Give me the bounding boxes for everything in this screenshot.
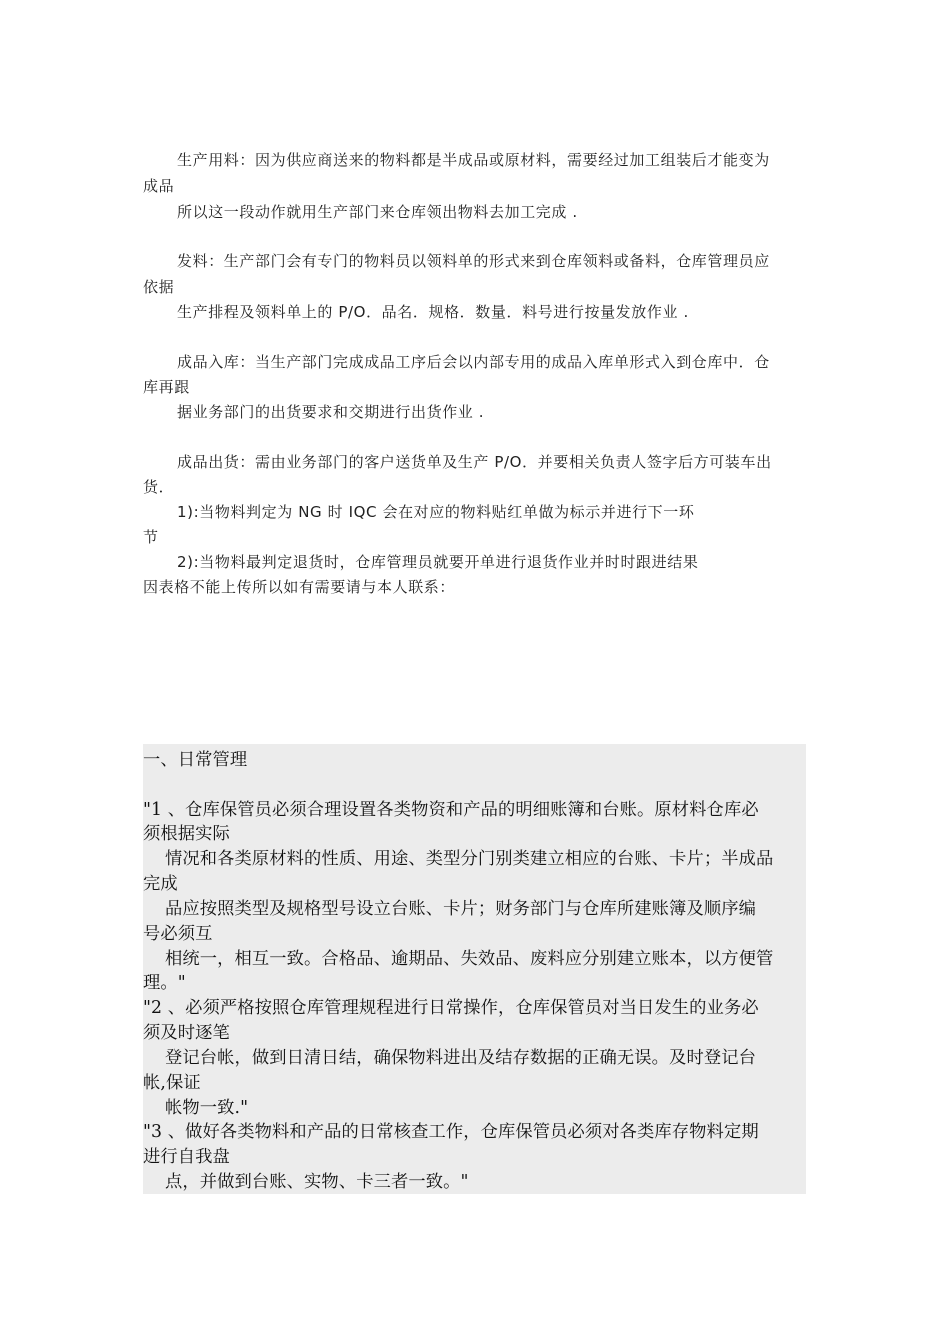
paragraph-line: 成品入库：当生产部门完成成品工序后会以内部专用的成品入库单形式入到仓库中．仓: [177, 353, 770, 371]
paragraph-line: 2):当物料最判定退货时，仓库管理员就要开单进行退货作业并时时跟进结果: [177, 553, 699, 571]
paragraph-line: 依据: [143, 278, 175, 296]
paragraph-line: 库再跟: [143, 378, 190, 396]
daily-management-box: [143, 744, 806, 1194]
paragraph-line: 成品出货：需由业务部门的客户送货单及生产 P/O．并要相关负责人签字后方可装车出: [177, 453, 772, 471]
paragraph-line: 帐,保证: [143, 1073, 201, 1093]
paragraph-line: 相统一，相互一致。合格品、逾期品、失效品、废料应分别建立账本，以方便管: [165, 949, 774, 969]
paragraph-line: 须及时逐笔: [143, 1023, 230, 1043]
paragraph-line: 生产用料：因为供应商送来的物料都是半成品或原材料，需要经过加工组装后才能变为: [177, 151, 770, 169]
section-heading: 一、日常管理: [143, 750, 248, 770]
paragraph-line: 成品: [143, 177, 175, 195]
paragraph-line: 进行自我盘: [143, 1147, 230, 1167]
paragraph-line: 帐物一致.": [165, 1098, 249, 1118]
paragraph-line: "3 、做好各类物料和产品的日常核查工作，仓库保管员必须对各类库存物料定期: [143, 1122, 759, 1142]
paragraph-line: "2 、必须严格按照仓库管理规程进行日常操作，仓库保管员对当日发生的业务必: [143, 998, 759, 1018]
paragraph-line: 发料：生产部门会有专门的物料员以领料单的形式来到仓库领料或备料，仓库管理员应: [177, 252, 770, 270]
paragraph-line: 须根据实际: [143, 824, 230, 844]
paragraph-line: 理。": [143, 973, 186, 993]
paragraph-line: 节: [143, 528, 159, 546]
paragraph-line: "1 、仓库保管员必须合理设置各类物资和产品的明细账簿和台账。原材料仓库必: [143, 800, 759, 820]
paragraph-line: 据业务部门的出货要求和交期进行出货作业 .: [177, 403, 485, 421]
paragraph-line: 点，并做到台账、实物、卡三者一致。": [165, 1172, 469, 1192]
paragraph-line: 情况和各类原材料的性质、用途、类型分门别类建立相应的台账、卡片；半成品: [165, 849, 774, 869]
paragraph-line: 品应按照类型及规格型号设立台账、卡片；财务部门与仓库所建账簿及顺序编: [165, 899, 756, 919]
paragraph-line: 所以这一段动作就用生产部门来仓库领出物料去加工完成 .: [177, 203, 578, 221]
paragraph-line: 1):当物料判定为 NG 时 IQC 会在对应的物料贴红单做为标示并进行下一环: [177, 503, 695, 521]
paragraph-line: 生产排程及领料单上的 P/O．品名．规格．数量．料号进行按量发放作业 .: [177, 303, 689, 321]
paragraph-line: 登记台帐，做到日清日结，确保物料进出及结存数据的正确无误。及时登记台: [165, 1048, 756, 1068]
paragraph-line: 完成: [143, 874, 178, 894]
paragraph-line: 号必须互: [143, 924, 213, 944]
paragraph-line: 货．: [143, 478, 175, 496]
paragraph-line: 因表格不能上传所以如有需要请与本人联系：: [143, 578, 456, 596]
